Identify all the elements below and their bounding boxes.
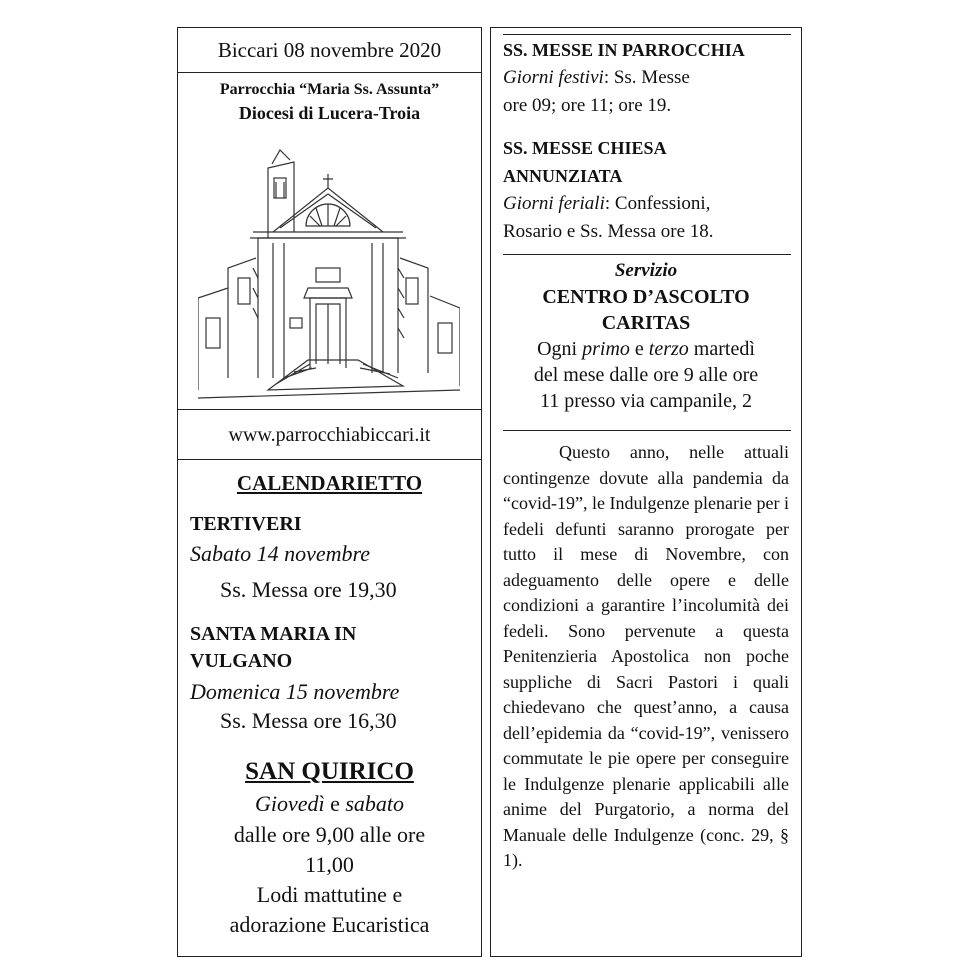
divider: [503, 34, 791, 35]
days-b: sabato: [345, 791, 405, 816]
divider: [178, 72, 481, 73]
website-url[interactable]: www.parrocchiabiccari.it: [228, 424, 431, 446]
caritas-l1-c: e: [634, 338, 644, 360]
san-quirico-activity-line2: adorazione Eucaristica: [229, 912, 430, 937]
annunziata-line1: [503, 190, 791, 218]
tertiveri-mass: Ss. Messa ore 19,30: [220, 577, 397, 602]
caritas-schedule-line2: del mese dalle ore 9 alle ore: [533, 364, 759, 386]
bulletin-date: Biccari 08 novembre 2020: [217, 38, 442, 62]
parish-masses-line2: ore 09; ore 11; ore 19.: [503, 95, 672, 116]
parish-masses-title: SS. MESSE IN PARROCCHIA: [503, 40, 745, 60]
vulgano-place-line2: VULGANO: [190, 650, 293, 672]
divider: [503, 254, 791, 255]
days-and: e: [330, 791, 340, 816]
days-a: Giovedì: [254, 791, 325, 816]
weekday-label: Giorni feriali: [503, 193, 605, 214]
vulgano-place-line1: SANTA MARIA IN: [190, 623, 357, 645]
tertiveri-place: TERTIVERI: [190, 513, 302, 535]
caritas-l1-a: Ogni: [537, 338, 578, 360]
weekday-text: : Confessioni,: [604, 193, 711, 214]
caritas-schedule-line3: 11 presso via campanile, 2: [540, 390, 752, 412]
tertiveri-day: Sabato 14 novembre: [190, 541, 371, 566]
san-quirico-hours-line2: 11,00: [305, 852, 354, 877]
festive-text: : Ss. Messe: [603, 67, 690, 88]
calendar-title: CALENDARIETTO: [236, 471, 423, 495]
san-quirico-title: SAN QUIRICO: [245, 758, 414, 785]
church-drawing: [198, 128, 460, 408]
annunziata-title-line1: SS. MESSE CHIESA: [503, 138, 667, 158]
parish-masses-line1: [503, 64, 791, 92]
vulgano-day: Domenica 15 novembre: [190, 679, 400, 704]
indulgence-paragraph: Questo anno, nelle attuali contingenze dovute alla pandemia da “covid-19”, le Indulgenze plenarie per i fedeli defunti saranno prorogate per tutto il mese di Novembre, con adeguamento delle opere e delle condizioni a garantire l’incolumità dei fedeli. Sono pervenute a questa Penitenzieria Apostolica non poche suppliche di Sacri Pastori i quali chiedevano che quest’anno, a causa dell’epidemia da “covid-19”, venissero commutate le pie opere per conseguire le Indulgenze plenarie applicabili alle anime del Purgatorio, a norma del Manuale delle Indulgenze (conc. 29, § 1).: [503, 442, 789, 870]
parish-masses: [503, 36, 791, 120]
caritas-section: [491, 258, 801, 414]
diocese-name: Diocesi di Lucera-Troia: [238, 103, 421, 123]
caritas-l1-b: primo: [582, 338, 630, 360]
caritas-service: Servizio: [614, 260, 678, 281]
left-column: [177, 27, 482, 957]
caritas-title-line2: CARITAS: [601, 312, 691, 334]
caritas-l1-e: martedì: [693, 338, 755, 360]
right-column: [490, 27, 802, 957]
vulgano-mass: Ss. Messa ore 16,30: [220, 708, 397, 733]
san-quirico-hours-line1: dalle ore 9,00 alle ore: [233, 822, 426, 847]
san-quirico-days: [178, 790, 481, 818]
san-quirico-activity-line1: Lodi mattutine e: [256, 882, 403, 907]
caritas-l1-d: terzo: [648, 338, 689, 360]
parish-name: Parrocchia “Maria Ss. Assunta”: [219, 81, 440, 98]
festive-label: Giorni festivi: [503, 67, 604, 88]
caritas-schedule-line1: [491, 336, 801, 362]
caritas-title-line1: CENTRO D’ASCOLTO: [542, 286, 750, 308]
annunziata-masses: [503, 134, 791, 246]
annunziata-line2: Rosario e Ss. Messa ore 18.: [503, 221, 714, 242]
divider: [178, 459, 481, 460]
divider: [178, 409, 481, 410]
annunziata-title-line2: ANNUNZIATA: [503, 166, 623, 186]
divider: [503, 430, 791, 431]
